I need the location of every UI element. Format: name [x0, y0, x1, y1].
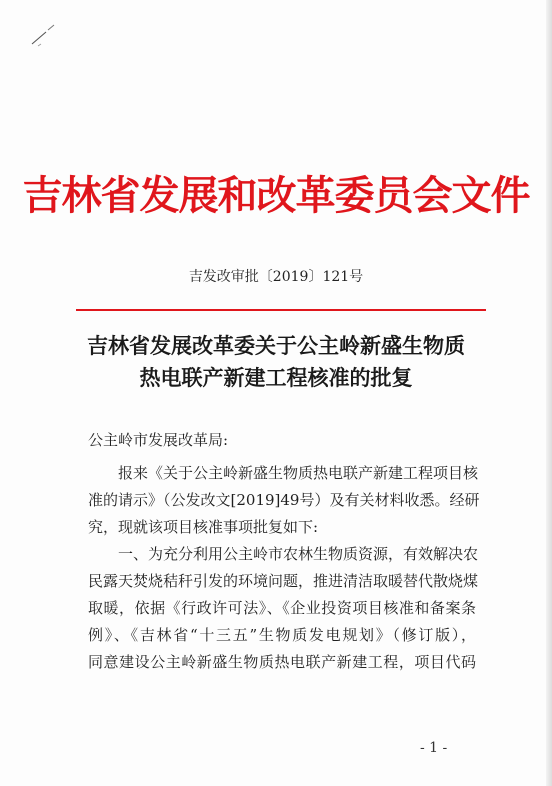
- addressee: 公主岭市发展改革局:: [88, 431, 229, 449]
- red-divider-line: [76, 309, 486, 311]
- title-line-1: 吉林省发展改革委关于公主岭新盛生物质: [87, 333, 465, 358]
- body-line: 准的请示》（公发改文[2019]49号）及有关材料收悉。经研: [88, 491, 480, 509]
- body-line: 民露天焚烧秸秆引发的环境问题，推进清洁取暖替代散烧煤: [88, 572, 479, 590]
- document-number: 吉发改审批〔2019〕121号: [188, 269, 364, 285]
- body-line: 取暖，依据《行政许可法》、《企业投资项目核准和备案条: [88, 599, 476, 617]
- body-line: 报来《关于公主岭新盛生物质热电联产新建工程项目核: [118, 464, 479, 482]
- page-number: - 1 -: [420, 740, 448, 756]
- document-body: [88, 460, 480, 676]
- body-line: 究，现就该项目核准事项批复如下:: [88, 518, 319, 536]
- pen-mark-icon: [28, 20, 68, 50]
- masthead-title: 吉林省发展和改革委员会文件: [22, 172, 530, 219]
- document-title: [0, 330, 552, 394]
- body-line: 一、为充分利用公主岭市农林生物质资源，有效解决农: [118, 545, 479, 563]
- body-line: 例》、《吉林省“十三五”生物质发电规划》（修订版），: [88, 626, 476, 644]
- title-line-2: 热电联产新建工程核准的批复: [139, 365, 413, 390]
- body-line: 同意建设公主岭新盛生物质热电联产新建工程，项目代码: [88, 653, 476, 671]
